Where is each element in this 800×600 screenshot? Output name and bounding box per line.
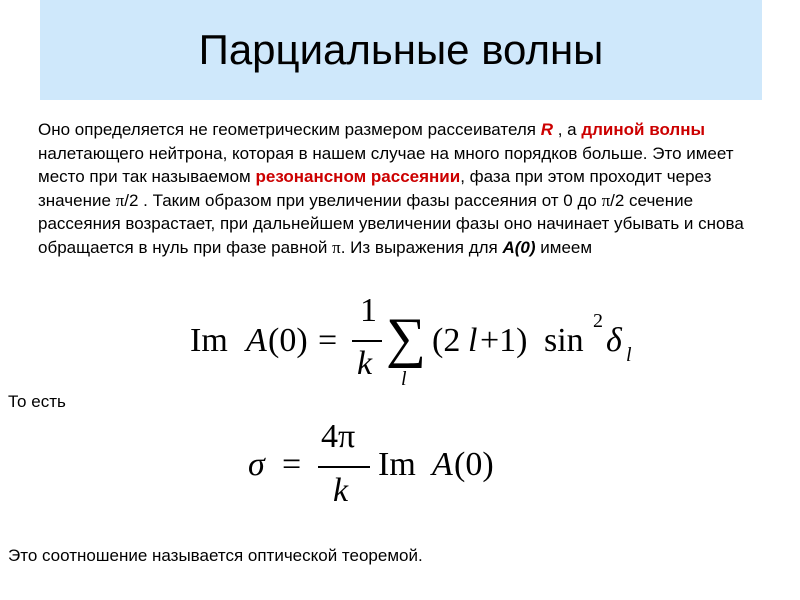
formula1-numerator: 1 <box>360 292 377 329</box>
para-text-3: налетающего нейтрона, которая в нашем случае на много порядков больше. Это имеет место при так называемом <box>38 143 734 187</box>
para-text-4: , фаза при этом проходит через значение <box>38 167 712 210</box>
highlight-wavelength: длиной волны <box>581 120 705 139</box>
formula2-denominator: k <box>333 472 349 509</box>
formula2-A: A <box>432 446 453 483</box>
slide-title: Парциальные волны <box>198 26 604 73</box>
formula1-factor-open: (2 <box>432 322 461 359</box>
para-text-7: . Из выражения для <box>340 237 503 257</box>
radius-symbol: R <box>540 120 553 139</box>
formula1-factor-l: l <box>468 322 478 359</box>
amplitude-symbol: A(0) <box>502 237 536 257</box>
formula2-numerator: 4π <box>321 418 356 455</box>
title-band <box>40 0 762 100</box>
highlight-resonant-scattering: резонансном рассеянии <box>255 167 461 187</box>
formula1-arg: (0) <box>268 322 308 359</box>
formula1-denominator: k <box>357 345 373 382</box>
para-text-5: /2 . Таким образом при увеличении фазы рассеяния от 0 до <box>124 190 602 210</box>
para-text-8: имеем <box>535 237 593 257</box>
label-that-is: То есть <box>8 392 66 411</box>
formula2-equals: = <box>282 446 302 483</box>
formula1-sum-index: l <box>401 368 407 390</box>
body-paragraph <box>38 118 778 260</box>
formula1-delta-sub: l <box>626 344 632 366</box>
pi-symbol: π <box>601 190 611 210</box>
formula1-sin-power: 2 <box>593 310 603 332</box>
formula1-factor-close: +1) <box>480 322 528 359</box>
formula1-delta: δ <box>606 322 622 359</box>
formula1-sum-sign: ∑ <box>386 307 426 369</box>
para-text-1: Оно определяется не геометрическим размером рассеивателя <box>38 120 541 139</box>
formula1-fraction-bar <box>352 340 382 342</box>
para-text-6: /2 сечение рассеяния возрастает, при дальнейшем увеличении фазы оно начинает убывать и снова обращается в нуль при фазе равной <box>38 190 744 257</box>
para-text-2: , а <box>552 120 582 139</box>
formula1-sin: sin <box>544 322 584 359</box>
pi-symbol: π <box>332 237 341 257</box>
pi-symbol: π <box>115 190 125 210</box>
conclusion-text: Это соотношение называется оптической теоремой. <box>8 546 423 565</box>
formula2-sigma: σ <box>248 446 265 483</box>
formula2-im: Im <box>378 446 416 483</box>
formula2-fraction-bar <box>318 466 370 468</box>
formula1-im: Im <box>190 322 228 359</box>
formula2-arg: (0) <box>454 446 494 483</box>
formula1-A: A <box>246 322 267 359</box>
formula1-equals: = <box>318 322 338 359</box>
